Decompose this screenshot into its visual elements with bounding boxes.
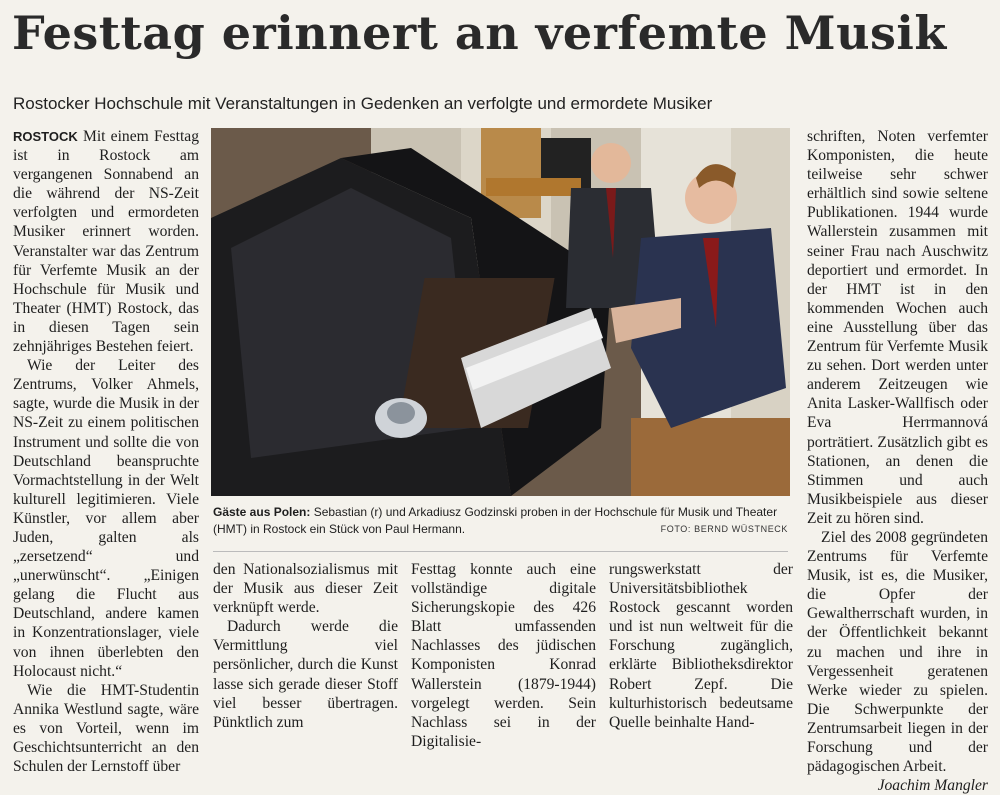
paragraph: schriften, Noten verfemter Komponisten, die heute teilweise sehr schwer erhältlich sind sowie seltene Publikationen. 1944 wurde Wallerstein zusammen mit seiner Frau nach Auschwitz deportiert und ermordet. In der HMT ist in den kommenden Wochen auch eine Ausstellung über das Zentrum für Verfemte Musik zu sehen. Dort werden unter anderem Zeitzeugen wie Anita Lasker-Wallfisch oder Eva Herrmannová porträtiert. Zusätzlich gibt es Stationen, an denen die Stimmen und auch Musikbeispiele aus dieser Zeit zu hören sind.: [807, 128, 988, 527]
paragraph-text: Mit einem Festtag ist in Rostock am vergangenen Sonnabend an die während der NS-Zeit verfolgten und ermordeten Musiker erinnert worden. Veranstalter war das Zentrum für Verfemte Musik an der Hochschule für Musik und Theater (HMT) Rostock, das in diesen Tagen sein zehnjähriges Bestehen feiert.: [13, 128, 199, 356]
headline: Festtag erinnert an verfemte Musik: [12, 6, 947, 60]
article-photo: [211, 128, 790, 496]
caption-text: Sebastian (r) und Arkadiusz Godzinski proben in der Hochschule für Musik und Theater (HMT) in Rostock ein Stück von Paul Hermann.: [213, 505, 778, 536]
column-4: [609, 560, 793, 732]
author-byline: Joachim Mangler: [877, 777, 988, 795]
paragraph: Dadurch werde die Vermittlung viel persönlicher, durch die Kunst lasse sich gerade dieser Stoff viel besser übertragen. Pünktlich zum: [213, 618, 398, 731]
paragraph: den Nationalsozialismus mit der Musik aus dieser Zeit verknüpft werde.: [213, 561, 398, 617]
column-3: [411, 560, 596, 751]
paragraph: Wie die HMT-Studentin Annika Westlund sagte, wäre es von Vorteil, wenn im Geschichtsunterricht an den Schulen der Lernstoff über: [13, 681, 199, 776]
column-2: [213, 560, 398, 732]
caption-lead: Gäste aus Polen:: [213, 505, 311, 519]
paragraph: Ziel des 2008 gegründeten Zentrums für Verfemte Musik, ist es, die Musiker, die Opfer der Gewaltherrschaft wurden, in der Öffentlichkeit bekannt zu machen und ihre in Vergessenheit geratenen Werke wieder zu spielen. Die Schwerpunkte der Zentrumsarbeit liegen in der Forschung und der pädagogischen Arbeit.: [807, 528, 988, 776]
column-1: [13, 127, 199, 776]
photo-piano-players: [211, 128, 790, 496]
caption-rule: [213, 551, 788, 552]
paragraph: rungswerkstatt der Universitätsbibliothek Rostock gescannt worden und ist nun weltweit für die Forschung zugänglich, erklärte Bibliotheksdirektor Robert Zepf. Die kulturhistorisch bedeutsame Quelle beinhalte Hand-: [609, 561, 793, 731]
photo-credit: FOTO: BERND WÜSTNECK: [660, 524, 788, 534]
photo-caption: [213, 504, 788, 538]
subheadline: Rostocker Hochschule mit Veranstaltungen in Gedenken an verfolgte und ermordete Musiker: [13, 94, 713, 113]
column-5: [807, 127, 988, 795]
paragraph: Wie der Leiter des Zentrums, Volker Ahmels, sagte, wurde die Musik in der NS-Zeit zu einem politischen Instrument und sollte die von Deutschland beanspruchte Vormachtstellung in der Welt kulturell legitimieren. Viele Künstler, vor allem aber Juden, galten als „zersetzend“ und „unerwünscht“. „Einigen gelang die Flucht aus Deutschland, andere kamen in Konzentrationslager, viele von ihnen überlebten den Holocaust nicht.“: [13, 357, 199, 680]
paragraph: [13, 127, 199, 356]
paragraph: Festtag konnte auch eine vollständige digitale Sicherungskopie des 426 Blatt umfassenden Nachlasses des jüdischen Komponisten Konrad Wallerstein (1879-1944) vorgelegt werden. Sein Nachlass sei in der Digitalisie-: [411, 561, 596, 750]
dateline: ROSTOCK: [13, 129, 78, 144]
